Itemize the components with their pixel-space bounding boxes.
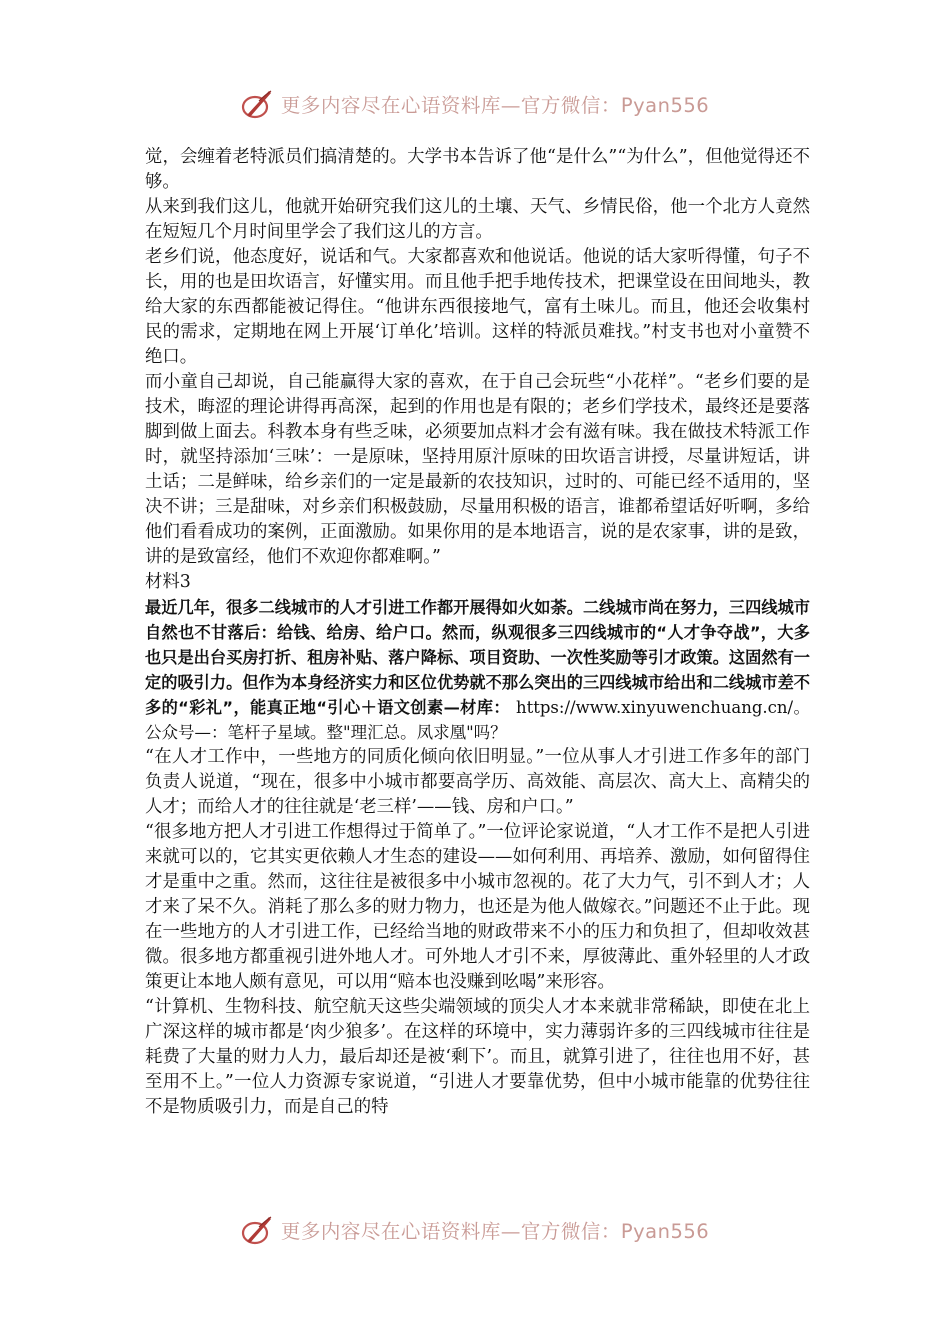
header-watermark-banner — [0, 84, 950, 124]
paragraph: 老乡们说，他态度好，说话和气。大家都喜欢和他说话。他说的话大家听得懂，句子不长，用的也是田坎语言，好懂实用。而且他手把手地传技术，把课堂设在田间地头，教给大家的东西都能被记得住。“他讲东西很接地气，富有土味儿。而且，他还会收集村民的需求，定期地在网上开展‘订单化’培训。这样的特派员难找。”村支书也对小童赞不绝口。 — [145, 247, 810, 367]
paragraph: 从来到我们这儿，他就开始研究我们这儿的土壤、天气、乡情民俗，他一个北方人竟然在短短几个月时间里学会了我们这儿的方言。 — [145, 197, 810, 242]
paragraph-bold: 最近几年，很多二线城市的人才引进工作都开展得如火如荼。二线城市尚在努力，三四线城市自然也不甘落后：给钱、给房、给户口。然而，纵观很多三四线城市的“人才争夺战”，大多也只是出台买房打折、租房补贴、落户降标、项目资助、一次性奖励等引才政策。这固然有一定的吸引力。但作为本身经济实力和区位优势就不那么突出的三四线城市给出和二线城市差不多的“彩礼”，能真正地“引心＋语文创素—材库： https://www.xinyuwenchuang.cn/。公众号—：笔杆子星域。整"理汇总。凤求凰"吗？ — [145, 598, 811, 742]
quill-logo-icon — [241, 87, 275, 121]
paragraph: 而小童自己却说，自己能赢得大家的喜欢，在于自己会玩些“小花样”。“老乡们要的是技术，晦涩的理论讲得再高深，起到的作用也是有限的；老乡们学技术，最终还是要落脚到做上面去。科教本身有些乏味，必须要加点料才会有滋有味。我在做技术特派工作时，就坚持添加‘三味’：一是原味，坚持用原汁原味的田坎语言讲授，尽量讲短话，讲土话；二是鲜味，给乡亲们的一定是最新的农技知识，过时的、可能已经不适用的，坚决不讲；三是甜味，对乡亲们积极鼓励，尽量用积极的语言，谁都希望话好听啊，多给他们看看成功的案例，正面激励。如果你用的是本地语言，说的是农家事，讲的是致，讲的是致富经，他们不欢迎你都难啊。” — [145, 372, 810, 567]
paragraph: “计算机、生物科技、航空航天这些尖端领域的顶尖人才本来就非常稀缺，即使在北上广深这样的城市都是‘肉少狼多’。在这样的环境中，实力薄弱许多的三四线城市往往是耗费了大量的财力人力，最后却还是被‘剩下’。而且，就算引进了，往往也用不好，甚至用不上。”一位人力资源专家说道，“引进人才要靠优势，但中小城市能靠的优势往往不是物质吸引力，而是自己的特 — [145, 997, 810, 1117]
quill-logo-icon — [241, 1213, 275, 1247]
paragraph: “很多地方把人才引进工作想得过于简单了。”一位评论家说道，“人才工作不是把人引进来就可以的，它其实更依赖人才生态的建设——如何利用、再培养、激励，如何留得住才是重中之重。然而，这往往是被很多中小城市忽视的。花了大力气，引不到人才；人才来了呆不久。消耗了那么多的财力物力，也还是为他人做嫁衣。”问题还不止于此。现在一些地方的人才引进工作，已经给当地的财政带来不小的压力和负担了，但却收效甚微。很多地方都重视引进外地人才。可外地人才引不来，厚彼薄此、重外轻里的人才政策更让本地人颇有意见，可以用“赔本也没赚到吆喝”来形容。 — [145, 822, 810, 992]
watermark-text: 更多内容尽在心语资料库—官方微信：Pyan556 — [280, 94, 710, 117]
section-heading: 材料3 — [145, 572, 191, 592]
paragraph: 觉，会缠着老特派员们搞清楚的。大学书本告诉了他“是什么”“为什么”，但他觉得还不够。 — [145, 147, 810, 192]
document-body — [145, 145, 810, 1120]
footer-watermark-banner — [0, 1210, 950, 1250]
watermark-text: 更多内容尽在心语资料库—官方微信：Pyan556 — [280, 1220, 710, 1243]
paragraph: “在人才工作中，一些地方的同质化倾向依旧明显。”一位从事人才引进工作多年的部门负责人说道，“现在，很多中小城市都要高学历、高效能、高层次、高大上、高精尖的人才；而给人才的往往就是‘老三样’——钱、房和户口。” — [145, 747, 810, 817]
